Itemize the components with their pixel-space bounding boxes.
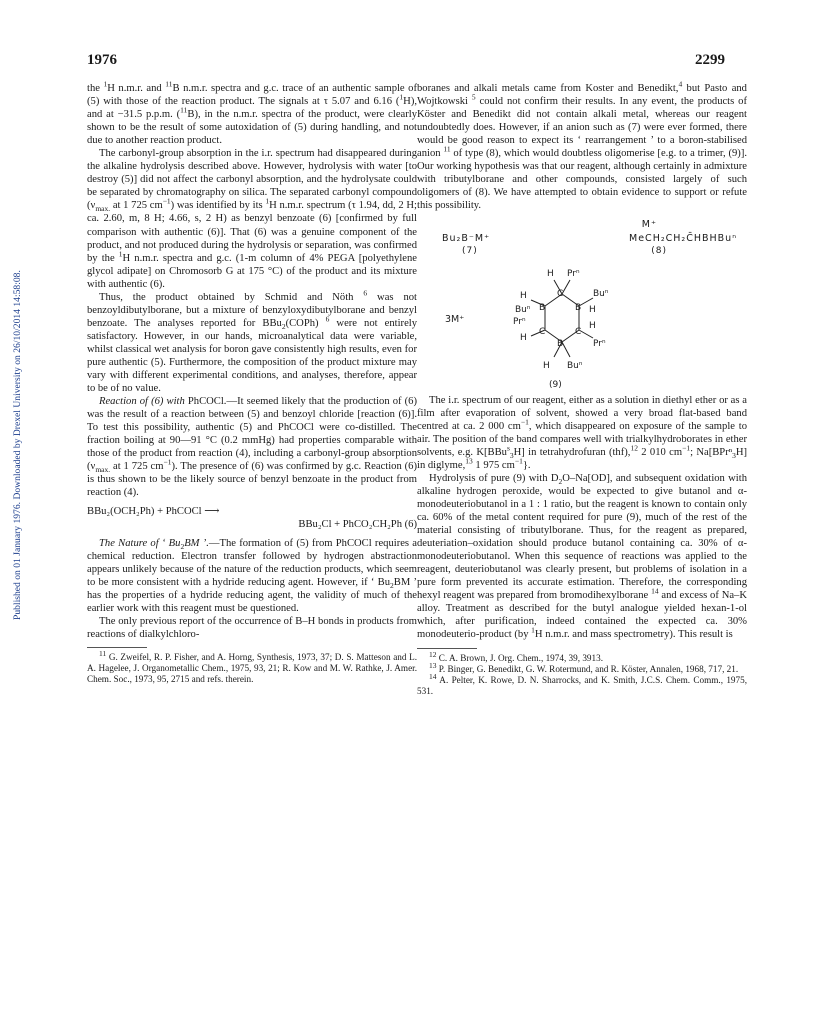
footnote: $^{11}$ G. Zweifel, R. P. Fisher, and A. Horng, Synthesis, 1973, 37; D. S. Matteson and L. A. Hagelee, J. Organometallic Chem., 1975, 93, 21; R. Kow and M. W. Rathke, J. Amer. Chem. Soc., 1973, 95, 2715 and refs. therein. — [87, 648, 417, 685]
paragraph: Reaction of (6) with PhCOCl.—It seemed likely that the production of (6) was the result of a reaction between (5) and benzoyl chloride [reaction (6)]. To test this possibility, authentic (5) and PhCOCl were co-distilled. The fraction boiling at 90—91 °C (0.2 mmHg) had properties comparable with those of the product from reaction (4), including a carbonyl-group absorption ($\nu_{max.}$ at 1 725 $cm^{-1}$). The presence of (6) was confirmed by g.c. Reaction (6) is thus shown to be the likely source of benzyl benzoate in the product from reaction (4). — [87, 396, 417, 499]
svg-text:C: C — [575, 326, 582, 337]
svg-text:Buⁿ: Buⁿ — [593, 288, 609, 299]
svg-text:C: C — [539, 326, 546, 337]
svg-text:B: B — [575, 302, 582, 313]
svg-text:H: H — [520, 332, 527, 343]
paragraph: boranes and alkali metals came from Koster and Benedikt,$^4$ but Pasto and Wojtkowski $^5$ could not confirm their results. In any event, the products of Köster and Benedikt did not contain alkali metal, whereas our reagent undoubtedly does. However, if an anion such as (7) were ever formed, there would be good reason to expect its ‘ rearrangement ’ to a boron-stabilised anion $^{11}$ of type (8), which would doubtless oligomerise [e.g. to a trimer, (9)]. Our working hypothesis was that our reagent, although certainly in admixture with tributylborane and other compounds, consisted largely of such oligomers of (8). We have attempted to obtain evidence to support or refute this possibility. — [417, 79, 747, 212]
svg-text:B: B — [539, 302, 546, 313]
footnote: $^{14}$ A. Pelter, K. Rowe, D. N. Sharrocks, and K. Smith, J.C.S. Chem. Comm., 1975, 531. — [417, 671, 747, 697]
structure-7-formula: Bu₂B⁻M⁺ — [442, 232, 491, 244]
paragraph: The i.r. spectrum of our reagent, either as a solution in diethyl ether or as a film after evaporation of solvent, showed a very broad flat-based band centred at ca. 2 000 $cm^{-1}$, which disappeared on exposure of the sample to air. The position of the band compares well with trialkylhydroborates in ether solvents, e.g. K[BBu$^s_3$H] in tetrahydrofuran (thf),$^{12}$ 2 010 $cm^{-1}$; Na[BPrⁿ$_3$H] in diglyme,$^{13}$ 1 975 $cm^{-1}$}. — [417, 394, 748, 471]
footnote-rule — [417, 648, 477, 649]
right-column — [417, 79, 748, 697]
svg-text:Prⁿ: Prⁿ — [567, 268, 580, 279]
svg-text:B: B — [557, 338, 564, 349]
structures-7-8 — [417, 218, 747, 257]
footnote: $^{12}$ C. A. Brown, J. Org. Chem., 1974, 39, 3913. — [429, 649, 603, 663]
paragraph: Hydrolysis of pure (9) with $D_2O-Na[OD]$, and subsequent oxidation with alkaline hydrogen peroxide, would be expected to give butanol and α-monodeuteriobutanol in a 1 : 1 ratio, but the reagent is known to contain only ca. 60% of the metal content required for pure (9), much of the rest of the material consisting of tributylborane. Thus, for the reagent as prepared, deuteriation–oxidation should produce butanol containing ca. 30% of α-monodeuteriobutanol. When this sequence of reactions was applied to the reagent, deuteriobutanol was clearly present, but problems of isolation in a pure form prevented its accurate estimation. Therefore, the corresponding hexyl reagent was prepared from bromodihexylborane $^{14}$ and excess of Na–K alloy. Treatment as described for the butyl analogue yielded hexan-1-ol which, after purification, indeed contained the expected ca. 30% monodeuterio-product (by $^1$H n.m.r. and mass spectrometry). This result is — [417, 472, 747, 641]
equation-line: BBu₂(OCH₂Ph) + PhCOCl ⟶ — [87, 505, 220, 517]
year-header: 1976 — [87, 52, 117, 68]
structure-7-label: (7) — [462, 245, 478, 256]
paragraph: The Nature of ‘ $Bu_2BM$ ’.—The formation of (5) from PhCOCl requires a chemical reduction. Electron transfer followed by hydrogen abstraction appears unlikely because of the nature of the reduction products, which seem to be more consistent with a hydride reducing agent. However, if ‘ $Bu_2BM$ ’ has the properties of a hydride reducing agent, the validity of much of the earlier work with this reagent must be questioned. — [87, 537, 417, 614]
svg-text:Buⁿ: Buⁿ — [515, 304, 531, 315]
footnote-rule — [87, 647, 147, 648]
svg-text:H: H — [520, 290, 527, 301]
reaction-equation-6 — [87, 505, 417, 531]
svg-text:Prⁿ: Prⁿ — [593, 338, 606, 349]
structure-9-diagram — [417, 260, 747, 390]
footnote: $^{13}$ P. Binger, G. Benedikt, G. W. Rotermund, and R. Köster, Annalen, 1968, 717, 21. — [429, 660, 739, 674]
cation-label: M⁺ — [641, 219, 657, 231]
paragraph: Thus, the product obtained by Schmid and Nöth $^6$ was not benzoyldibutylborane, but a mixture of benzyloxydibutylborane and benzyl benzoate. The analyses reported for BBu$_2$(COPh) $^6$ were not entirely satisfactory. However, in our hands, microanalytical data were variable, whilst classical wet analysis for boron gave consistently high results, even for pure authentic (5). Furthermore, the composition of the product mixture may vary with different experimental conditions, and analyses, therefore, appear to be of no value. — [87, 288, 418, 395]
paragraph: The carbonyl-group absorption in the i.r. spectrum had disappeared during the alkaline hydrolysis described above. However, hydrolysis with water [to destroy (5)] did not affect the carbonyl absorption, and the hydrolysate could be separated by chromatography on silica. The separated carbonyl compound ($\nu_{max.}$ at 1 725 $cm^{-1}$) was identified by its $^1$H n.m.r. spectrum (τ 1.94, dd, 2 H; ca. 2.60, m, 8 H; 4.66, s, 2 H) as benzyl benzoate (6) [confirmed by full comparison with authentic (6)]. That (6) was a genuine component of the product, and not produced during the hydrolysis or separation, was confirmed by the $^1$H n.m.r. spectra and g.c. (1-m column of 4% PEGA [polyethylene glycol adipate] on Chromosorb G at 175 °C) of the product and its mixture with authentic (6). — [87, 148, 417, 290]
svg-text:H: H — [543, 360, 550, 371]
left-column — [87, 79, 418, 686]
download-notice: Published on 01 January 1976. Downloaded by Drexel University on 26/10/2014 14:58:08. — [12, 270, 23, 620]
svg-text:H: H — [589, 320, 596, 331]
svg-text:Prⁿ: Prⁿ — [513, 316, 526, 327]
structure-9-cation: 3M⁺ — [445, 313, 465, 325]
svg-text:Buⁿ: Buⁿ — [567, 360, 583, 371]
structure-9-label: (9) — [549, 379, 562, 390]
equation-line: BBu₂Cl + PhCO₂CH₂Ph (6) — [298, 518, 417, 530]
paragraph: The only previous report of the occurrence of B–H bonds in products from reactions of dialkylchloro- — [87, 615, 417, 640]
svg-text:C: C — [557, 288, 564, 299]
structure-8-label: (8) — [651, 245, 667, 256]
paragraph: the $^1$H n.m.r. and $^{11}$B n.m.r. spectra and g.c. trace of an authentic sample of (5) with those of the reaction product. The signals at τ 5.07 and 6.16 ($^1$H), and at −31.5 p.p.m. ($^{11}$B), in the n.m.r. spectra of the product, were clearly shown to be the result of some autoxidation of (5) during handling, and not due to another reaction product. — [87, 79, 417, 147]
structure-8-formula: MeCH₂CH₂C̄HBHBuⁿ — [629, 232, 737, 244]
page-number: 2299 — [695, 52, 725, 68]
svg-text:H: H — [589, 304, 596, 315]
svg-text:H: H — [547, 268, 554, 279]
